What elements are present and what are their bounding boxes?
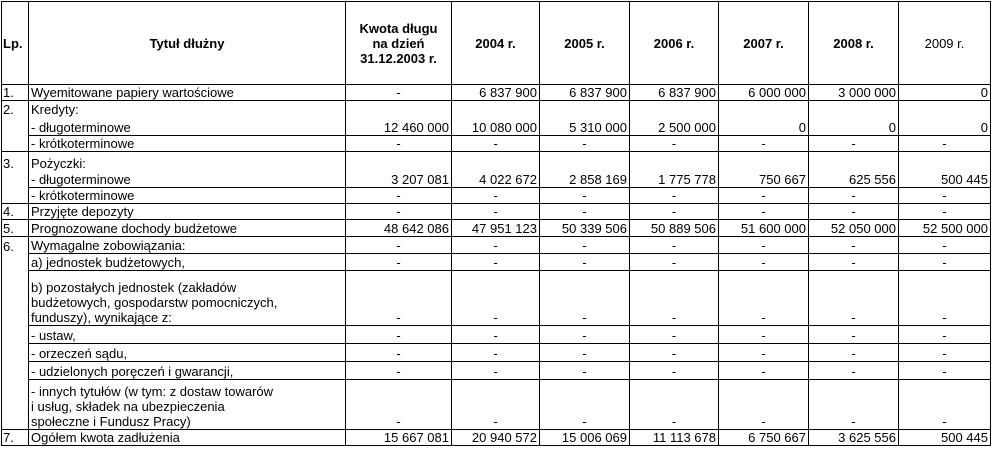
value-cell: - <box>630 136 719 152</box>
row-title: Prognozowane dochody budżetowe <box>29 220 346 237</box>
table-row <box>2 380 991 430</box>
value-cell: 0 <box>899 117 991 136</box>
header-2007: 2007 r. <box>719 2 809 85</box>
value-cell: - <box>346 344 452 362</box>
header-2008: 2008 r. <box>809 2 899 85</box>
value-cell: 625 556 <box>809 171 899 188</box>
row-number: 1. <box>2 85 29 101</box>
value-cell: 2 500 000 <box>630 117 719 136</box>
row-title: Ogółem kwota zadłużenia <box>29 430 346 446</box>
header-row <box>2 2 991 85</box>
row-title: a) jednostek budżetowych, <box>29 254 346 271</box>
value-cell <box>452 152 540 171</box>
header-debt-2003: Kwota długu na dzień 31.12.2003 r. <box>346 2 452 85</box>
value-cell: - <box>630 362 719 380</box>
table-row <box>2 204 991 220</box>
value-cell: - <box>346 237 452 254</box>
row-number: 3. <box>2 152 29 171</box>
row-number <box>2 171 29 188</box>
value-cell: - <box>809 188 899 204</box>
row-number: 6. <box>2 237 29 254</box>
value-cell: - <box>540 237 630 254</box>
value-cell: - <box>346 136 452 152</box>
value-cell: - <box>346 188 452 204</box>
header-2004: 2004 r. <box>452 2 540 85</box>
value-cell: 15 006 069 <box>540 430 630 446</box>
header-lp: Lp. <box>2 2 29 85</box>
table-row <box>2 254 991 271</box>
table-row <box>2 101 991 117</box>
value-cell: 6 000 000 <box>719 85 809 101</box>
value-cell: 6 837 900 <box>452 85 540 101</box>
debt-table <box>1 1 991 446</box>
value-cell: - <box>719 380 809 430</box>
row-title: - ustaw, <box>29 326 346 344</box>
value-cell <box>899 101 991 117</box>
row-title: - udzielonych poręczeń i gwarancji, <box>29 362 346 380</box>
value-cell: - <box>899 271 991 326</box>
row-number: 4. <box>2 204 29 220</box>
row-title: - krótkoterminowe <box>29 136 346 152</box>
value-cell: - <box>899 326 991 344</box>
value-cell: - <box>452 326 540 344</box>
value-cell: 6 837 900 <box>540 85 630 101</box>
value-cell: - <box>452 188 540 204</box>
value-cell: - <box>809 380 899 430</box>
table-row <box>2 152 991 171</box>
row-number <box>2 254 29 271</box>
value-cell: - <box>719 136 809 152</box>
table-row <box>2 326 991 344</box>
value-cell: - <box>452 254 540 271</box>
value-cell: 47 951 123 <box>452 220 540 237</box>
value-cell: 52 050 000 <box>809 220 899 237</box>
value-cell: 3 625 556 <box>809 430 899 446</box>
table-row <box>2 271 991 326</box>
value-cell: - <box>540 271 630 326</box>
value-cell <box>809 101 899 117</box>
row-number <box>2 188 29 204</box>
value-cell: - <box>630 344 719 362</box>
row-number <box>2 117 29 136</box>
value-cell: - <box>809 326 899 344</box>
value-cell: - <box>630 254 719 271</box>
value-cell: - <box>899 380 991 430</box>
row-title: - orzeczeń sądu, <box>29 344 346 362</box>
value-cell: - <box>452 237 540 254</box>
table-row <box>2 171 991 188</box>
value-cell: 20 940 572 <box>452 430 540 446</box>
row-number: 5. <box>2 220 29 237</box>
value-cell <box>899 152 991 171</box>
value-cell: - <box>630 326 719 344</box>
value-cell: - <box>809 271 899 326</box>
value-cell: 50 889 506 <box>630 220 719 237</box>
value-cell: - <box>809 344 899 362</box>
value-cell: - <box>346 85 452 101</box>
row-number <box>2 136 29 152</box>
value-cell: 500 445 <box>899 430 991 446</box>
row-number: 2. <box>2 101 29 117</box>
value-cell: - <box>719 344 809 362</box>
row-title: Kredyty: <box>29 101 346 117</box>
row-number: 7. <box>2 430 29 446</box>
value-cell <box>630 152 719 171</box>
row-number <box>2 362 29 380</box>
value-cell: 5 310 000 <box>540 117 630 136</box>
row-number <box>2 271 29 326</box>
value-cell: 3 000 000 <box>809 85 899 101</box>
table-row <box>2 430 991 446</box>
header-2009: 2009 r. <box>899 2 991 85</box>
value-cell: - <box>899 237 991 254</box>
table-row <box>2 237 991 254</box>
value-cell <box>346 101 452 117</box>
value-cell: - <box>719 204 809 220</box>
value-cell <box>346 152 452 171</box>
value-cell <box>540 152 630 171</box>
value-cell: - <box>452 362 540 380</box>
row-number <box>2 344 29 362</box>
value-cell: - <box>719 362 809 380</box>
value-cell: 51 600 000 <box>719 220 809 237</box>
value-cell: - <box>346 380 452 430</box>
value-cell: - <box>346 254 452 271</box>
table-row <box>2 117 991 136</box>
table-row <box>2 344 991 362</box>
header-title: Tytuł dłużny <box>29 2 346 85</box>
value-cell: 0 <box>809 117 899 136</box>
value-cell: - <box>630 204 719 220</box>
value-cell <box>452 101 540 117</box>
value-cell: 500 445 <box>899 171 991 188</box>
value-cell: 52 500 000 <box>899 220 991 237</box>
value-cell: - <box>719 254 809 271</box>
value-cell: - <box>809 254 899 271</box>
value-cell: - <box>899 362 991 380</box>
value-cell <box>719 152 809 171</box>
row-title: - innych tytułów (w tym: z dostaw towarów i usług, składek na ubezpieczenia społeczne i Fundusz Pracy) <box>29 380 346 430</box>
table-row <box>2 85 991 101</box>
value-cell <box>809 152 899 171</box>
value-cell: - <box>540 326 630 344</box>
table-row <box>2 362 991 380</box>
header-2006: 2006 r. <box>630 2 719 85</box>
row-title: b) pozostałych jednostek (zakładów budżetowych, gospodarstw pomocniczych, funduszy), wynikające z: <box>29 271 346 326</box>
row-title: - krótkoterminowe <box>29 188 346 204</box>
row-title: Wymagalne zobowiązania: <box>29 237 346 254</box>
value-cell: - <box>452 204 540 220</box>
value-cell: 15 667 081 <box>346 430 452 446</box>
value-cell: 6 837 900 <box>630 85 719 101</box>
row-title: Przyjęte depozyty <box>29 204 346 220</box>
value-cell: 50 339 506 <box>540 220 630 237</box>
row-title: Pożyczki: <box>29 152 346 171</box>
value-cell: 1 775 778 <box>630 171 719 188</box>
value-cell: 2 858 169 <box>540 171 630 188</box>
value-cell: - <box>719 271 809 326</box>
value-cell: - <box>719 326 809 344</box>
value-cell: 750 667 <box>719 171 809 188</box>
value-cell: - <box>452 136 540 152</box>
value-cell: 4 022 672 <box>452 171 540 188</box>
value-cell: - <box>452 344 540 362</box>
row-title: - długoterminowe <box>29 171 346 188</box>
row-number <box>2 380 29 430</box>
value-cell: 0 <box>719 117 809 136</box>
value-cell: 11 113 678 <box>630 430 719 446</box>
value-cell <box>630 101 719 117</box>
value-cell: - <box>899 188 991 204</box>
value-cell: - <box>899 136 991 152</box>
header-2005: 2005 r. <box>540 2 630 85</box>
value-cell: - <box>719 188 809 204</box>
value-cell: - <box>899 254 991 271</box>
value-cell: - <box>630 188 719 204</box>
value-cell: 48 642 086 <box>346 220 452 237</box>
value-cell: - <box>809 362 899 380</box>
value-cell: - <box>809 136 899 152</box>
value-cell: 12 460 000 <box>346 117 452 136</box>
value-cell: - <box>899 204 991 220</box>
value-cell: - <box>540 380 630 430</box>
table-row <box>2 136 991 152</box>
value-cell: - <box>346 362 452 380</box>
value-cell: - <box>346 204 452 220</box>
value-cell: 10 080 000 <box>452 117 540 136</box>
value-cell: - <box>630 237 719 254</box>
row-title: - długoterminowe <box>29 117 346 136</box>
value-cell: 3 207 081 <box>346 171 452 188</box>
value-cell: - <box>540 204 630 220</box>
value-cell: - <box>540 254 630 271</box>
row-number <box>2 326 29 344</box>
value-cell: - <box>346 326 452 344</box>
row-title: Wyemitowane papiery wartościowe <box>29 85 346 101</box>
value-cell: - <box>540 362 630 380</box>
value-cell: 0 <box>899 85 991 101</box>
value-cell: - <box>809 204 899 220</box>
value-cell: - <box>540 188 630 204</box>
value-cell: - <box>719 237 809 254</box>
value-cell: - <box>452 380 540 430</box>
table-body <box>2 85 991 446</box>
value-cell: - <box>630 271 719 326</box>
value-cell: - <box>346 271 452 326</box>
value-cell: - <box>809 237 899 254</box>
value-cell: - <box>452 271 540 326</box>
value-cell: - <box>899 344 991 362</box>
value-cell <box>719 101 809 117</box>
table-row <box>2 220 991 237</box>
value-cell: - <box>630 380 719 430</box>
value-cell: 6 750 667 <box>719 430 809 446</box>
value-cell: - <box>540 344 630 362</box>
value-cell <box>540 101 630 117</box>
value-cell: - <box>540 136 630 152</box>
table-row <box>2 188 991 204</box>
